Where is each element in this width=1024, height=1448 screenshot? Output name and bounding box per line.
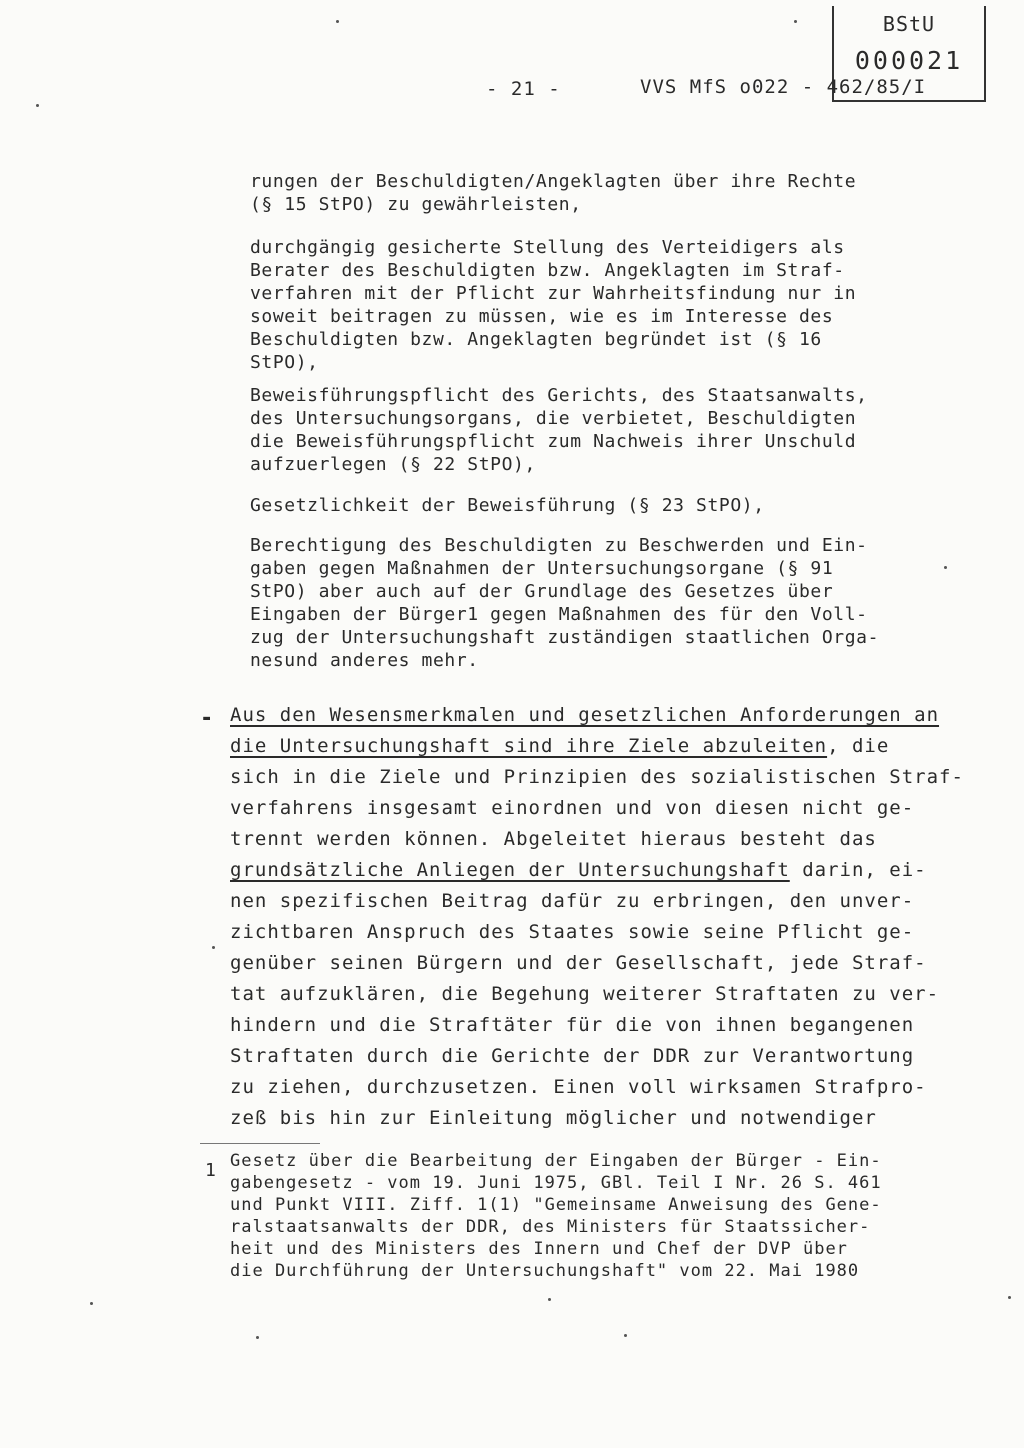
paragraph-defender: durchgängig gesicherte Stellung des Verteidigers als Berater des Beschuldigten bzw. Angeklagten im Straf- verfahren mit der Pflicht zur Wahrheitsfindung nur in soweit beitragen zu müssen, wie es im Interesse des Beschuldigten bzw. Angeklagten begründet ist (§ 16 StPO), bbox=[250, 237, 857, 373]
paragraph-rights: rungen der Beschuldigten/Angeklagten über ihre Rechte (§ 15 StPO) zu gewährleisten, bbox=[250, 171, 857, 215]
main-line-2 bbox=[230, 731, 970, 762]
paragraph-legality: Gesetzlichkeit der Beweisführung (§ 23 StPO), bbox=[250, 495, 765, 516]
paragraph-complaints: Berechtigung des Beschuldigten zu Beschwerden und Ein- gaben gegen Maßnahmen der Untersuchungsorgane (§ 91 StPO) aber auch auf der Grundlage des Gesetzes über Eingaben der Bürger1 gegen Maßnahmen des für den Voll- zug der Untersuchungshaft zuständigen staatlichen Orga- nesund anderes mehr. bbox=[250, 535, 880, 671]
scan-speck bbox=[212, 946, 215, 949]
main-line-6 bbox=[230, 855, 970, 886]
footnote-line-4: ralstaatsanwalts der DDR, des Ministers für Staatssicher- bbox=[230, 1217, 871, 1237]
document-reference: VVS MfS o022 - 462/85/I bbox=[640, 76, 927, 98]
scan-speck bbox=[1008, 1296, 1011, 1299]
main-line-10: tat aufzuklären, die Begehung weiterer Straftaten zu ver- bbox=[230, 983, 940, 1005]
bullet-dash: - bbox=[200, 706, 214, 731]
scan-speck bbox=[90, 1302, 93, 1305]
scan-speck bbox=[36, 104, 39, 107]
scan-speck bbox=[548, 1298, 551, 1301]
main-line-6-rest: darin, ei- bbox=[789, 859, 927, 881]
main-line-11: hindern und die Straftäter für die von ihnen begangenen bbox=[230, 1014, 915, 1036]
scan-speck bbox=[944, 566, 947, 569]
footnote-line-5: heit und des Ministers des Innern und Chef der DVP über bbox=[230, 1239, 848, 1259]
scan-speck bbox=[624, 1334, 627, 1337]
underlined-phrase-goals: die Untersuchungshaft sind ihre Ziele abzuleiten bbox=[230, 735, 828, 757]
main-paragraph bbox=[230, 700, 970, 1134]
footnote-separator bbox=[200, 1143, 320, 1144]
main-line-4: verfahrens insgesamt einordnen und von diesen nicht ge- bbox=[230, 797, 915, 819]
footnote bbox=[230, 1150, 980, 1282]
footnote-line-2: gabengesetz - vom 19. Juni 1975, GBl. Teil I Nr. 26 S. 461 bbox=[230, 1173, 882, 1193]
main-line-14: zeß bis hin zur Einleitung möglicher und notwendiger bbox=[230, 1107, 877, 1129]
main-line-5: trennt werden können. Abgeleitet hieraus besteht das bbox=[230, 828, 877, 850]
underlined-phrase-concern: grundsätzliche Anliegen der Untersuchungshaft bbox=[230, 859, 790, 881]
footnote-line-6: die Durchführung der Untersuchungshaft" vom 22. Mai 1980 bbox=[230, 1261, 860, 1281]
main-line-9: genüber seinen Bürgern und der Gesellschaft, jede Straf- bbox=[230, 952, 927, 974]
scan-speck bbox=[256, 1336, 259, 1339]
main-line-13: zu ziehen, durchzusetzen. Einen voll wirksamen Strafpro- bbox=[230, 1076, 927, 1098]
main-line-8: zichtbaren Anspruch des Staates sowie seine Pflicht ge- bbox=[230, 921, 915, 943]
paragraph-burden-of-proof: Beweisführungspflicht des Gerichts, des Staatsanwalts, des Untersuchungsorgans, die verbietet, Beschuldigten die Beweisführungspflicht zum Nachweis ihrer Unschuld aufzuerlegen (§ 22 StPO), bbox=[250, 385, 868, 475]
footnote-line-3: und Punkt VIII. Ziff. 1(1) "Gemeinsame Anweisung des Gene- bbox=[230, 1195, 882, 1215]
stamp-title: BStU bbox=[882, 12, 936, 36]
footnote-line-1: Gesetz über die Bearbeitung der Eingaben der Bürger - Ein- bbox=[230, 1151, 882, 1171]
stamp-number: 000021 bbox=[854, 46, 964, 75]
footnote-mark: 1 bbox=[205, 1160, 216, 1181]
main-line-7: nen spezifischen Beitrag dafür zu erbringen, den unver- bbox=[230, 890, 915, 912]
main-line-3: sich in die Ziele und Prinzipien des sozialistischen Straf- bbox=[230, 766, 964, 788]
main-line-1: Aus den Wesensmerkmalen und gesetzlichen Anforderungen an bbox=[230, 704, 940, 726]
main-line-2-rest: , die bbox=[827, 735, 890, 757]
page-number: - 21 - bbox=[486, 78, 561, 100]
main-line-12: Straftaten durch die Gerichte der DDR zur Verantwortung bbox=[230, 1045, 915, 1067]
scan-speck bbox=[336, 20, 339, 23]
scan-speck bbox=[794, 20, 797, 23]
